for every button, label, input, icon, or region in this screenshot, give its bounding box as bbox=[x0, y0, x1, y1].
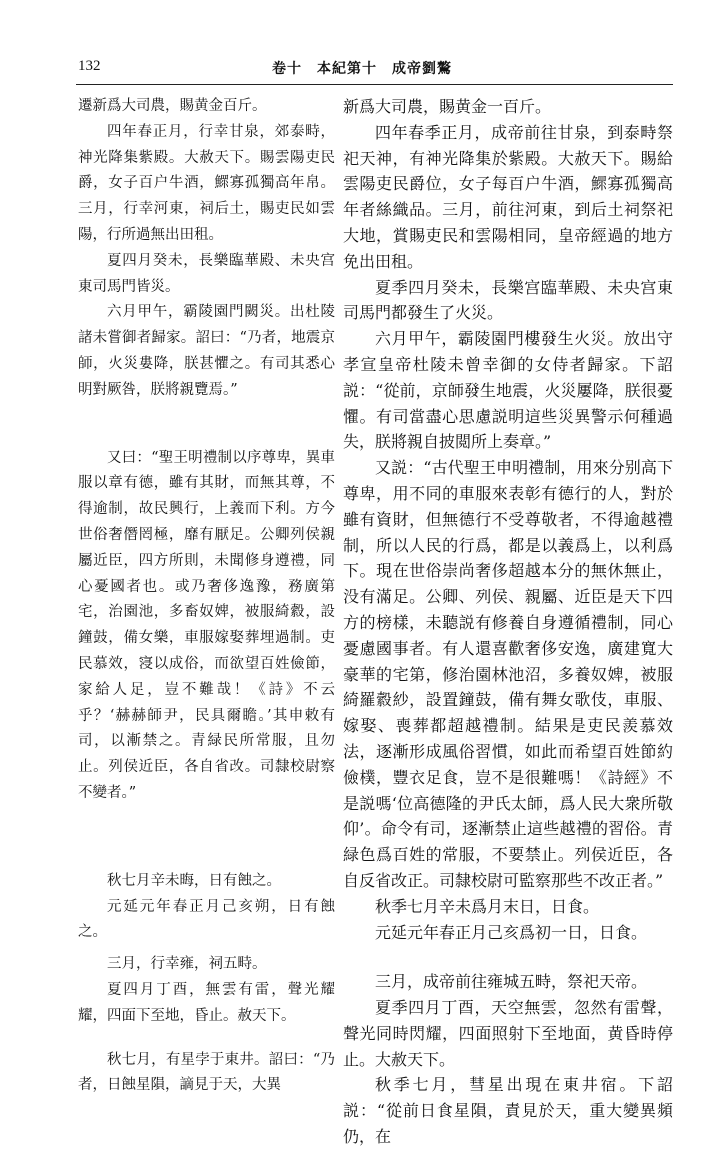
paragraph: 四年春正月，行幸甘泉，郊泰畤，神光降集紫殿。大赦天下。賜雲陽吏民爵，女子百户牛酒，鰥寡孤獨高年帛。三月，行幸河東，祠后土，賜吏民如雲陽，行所過無出田租。 bbox=[78, 123, 335, 243]
page-header bbox=[0, 58, 716, 82]
page-number: 132 bbox=[78, 58, 101, 74]
header-rule bbox=[76, 84, 673, 85]
paragraph: 秋季七月辛未爲月末日，日食。 bbox=[375, 896, 600, 916]
classical-text-column bbox=[78, 94, 335, 1099]
spacer bbox=[343, 945, 673, 969]
paragraph: 又曰：“聖王明禮制以序尊卑，異車服以章有德，雖有其財，而無其尊，不得逾制，故民興行，上義而下利。方今世俗奢僭罔極，靡有厭足。公卿列侯親屬近臣，四方所則，未聞修身遵禮，同心憂國者也。或乃奢侈逸豫，務廣第宅，治園池，多畜奴婢，被服綺縠，設鐘鼓，備女樂，車服嫁娶葬埋過制。吏民慕效，寖以成俗，而欲望百姓儉節，家給人足，豈不難哉！《詩》不云乎？‘赫赫師尹，民具爾瞻。’其申敕有司，以漸禁之。青緑民所常服，且勿止。列侯近臣，各自省改。司隸校尉察不變者。” bbox=[78, 449, 335, 801]
paragraph: 元延元年春正月己亥朔，日有蝕之。 bbox=[78, 898, 335, 941]
paragraph: 夏季四月丁酉，天空無雲，忽然有雷聲，聲光同時閃耀，四面照射下至地面，黄昏時停止。大赦天下。 bbox=[343, 998, 673, 1069]
paragraph: 秋七月辛未晦，日有蝕之。 bbox=[107, 872, 281, 889]
paragraph: 秋七月，有星孛于東井。詔曰：“乃者，日蝕星隕，謫見于天，大異 bbox=[78, 1051, 335, 1094]
spacer bbox=[78, 1030, 335, 1048]
translation-column bbox=[343, 94, 673, 1150]
paragraph: 元延元年春正月己亥爲初一日，日食。 bbox=[375, 922, 648, 942]
paragraph: 六月甲午，霸陵園門闕災。出杜陵諸未嘗御者歸家。詔曰：“乃者，地震京師，火災婁降，朕甚懼之。有司其悉心明對厥咎，朕將親覽焉。” bbox=[78, 304, 335, 398]
paragraph: 四年春季正月，成帝前往甘泉，到泰畤祭祀天神，有神光降集於紫殿。大赦天下。賜給雲陽吏民爵位，女子每百户牛酒，鰥寡孤獨高年者絲織品。三月，前往河東，到后土祠祭祀大地，賞賜吏民和雲陽相同，皇帝經過的地方免出田租。 bbox=[343, 122, 673, 271]
paragraph: 秋季七月，彗星出現在東井宿。下詔説：“從前日食星隕，責見於天，重大變異頻仍，在 bbox=[343, 1075, 673, 1147]
paragraph: 夏季四月癸未，長樂宫臨華殿、未央宫東司馬門都發生了火災。 bbox=[343, 277, 673, 323]
paragraph: 遷新爲大司農，賜黄金百斤。 bbox=[78, 98, 267, 114]
running-title: 卷十 本紀第十 成帝劉驁 bbox=[272, 61, 452, 77]
paragraph: 三月，成帝前往雍城五畤，祭祀天帝。 bbox=[375, 972, 648, 992]
spacer bbox=[78, 404, 335, 446]
spacer bbox=[78, 807, 335, 869]
paragraph: 新爲大司農，賜黄金一百斤。 bbox=[343, 97, 552, 116]
paragraph: 三月，行幸雍，祠五畤。 bbox=[107, 956, 267, 973]
paragraph: 夏四月癸未，長樂臨華殿、未央宫東司馬門皆災。 bbox=[78, 252, 335, 295]
paragraph: 又説：“古代聖王申明禮制，用來分别高下尊卑，用不同的車服來表彰有德行的人，對於雖有資財，但無德行不受尊敬者，不得逾越禮制，所以人民的行爲，都是以義爲上，以利爲下。現在世俗崇尚奢侈超越本分的無休無止，没有滿足。公卿、列侯、親屬、近臣是天下四方的榜樣，未聽説有修養自身遵循禮制，同心憂慮國事者。有人還喜歡奢侈安逸，廣建寬大豪華的宅第，修治園林池沼，多養奴婢，被服綺羅縠紗，設置鐘鼓，備有舞女歌伎，車服、嫁娶、喪葬都超越禮制。結果是吏民羨慕效法，逐漸形成風俗習慣，如此而希望百姓節約儉樸，豐衣足食，豈不是很難嗎！《詩經》不是説嗎‘位高德隆的尹氏太師，爲人民大衆所敬仰’。命令有司，逐漸禁止這些越禮的習俗。青緑色爲百姓的常服，不要禁止。列侯近臣，各自反省改正。司隸校尉可監察那些不改正者。” bbox=[343, 458, 673, 890]
paragraph: 六月甲午，霸陵園門樓發生火災。放出守孝宣皇帝杜陵未曾幸御的女侍者歸家。下詔説：“從前，京師發生地震，火災屢降，朕很憂懼。有司當盡心思慮説明這些災異警示何種過失，朕將親自披閲所上奏章。” bbox=[343, 329, 673, 452]
paragraph: 夏四月丁酉，無雲有雷，聲光耀耀，四面下至地，昏止。赦天下。 bbox=[78, 981, 335, 1024]
